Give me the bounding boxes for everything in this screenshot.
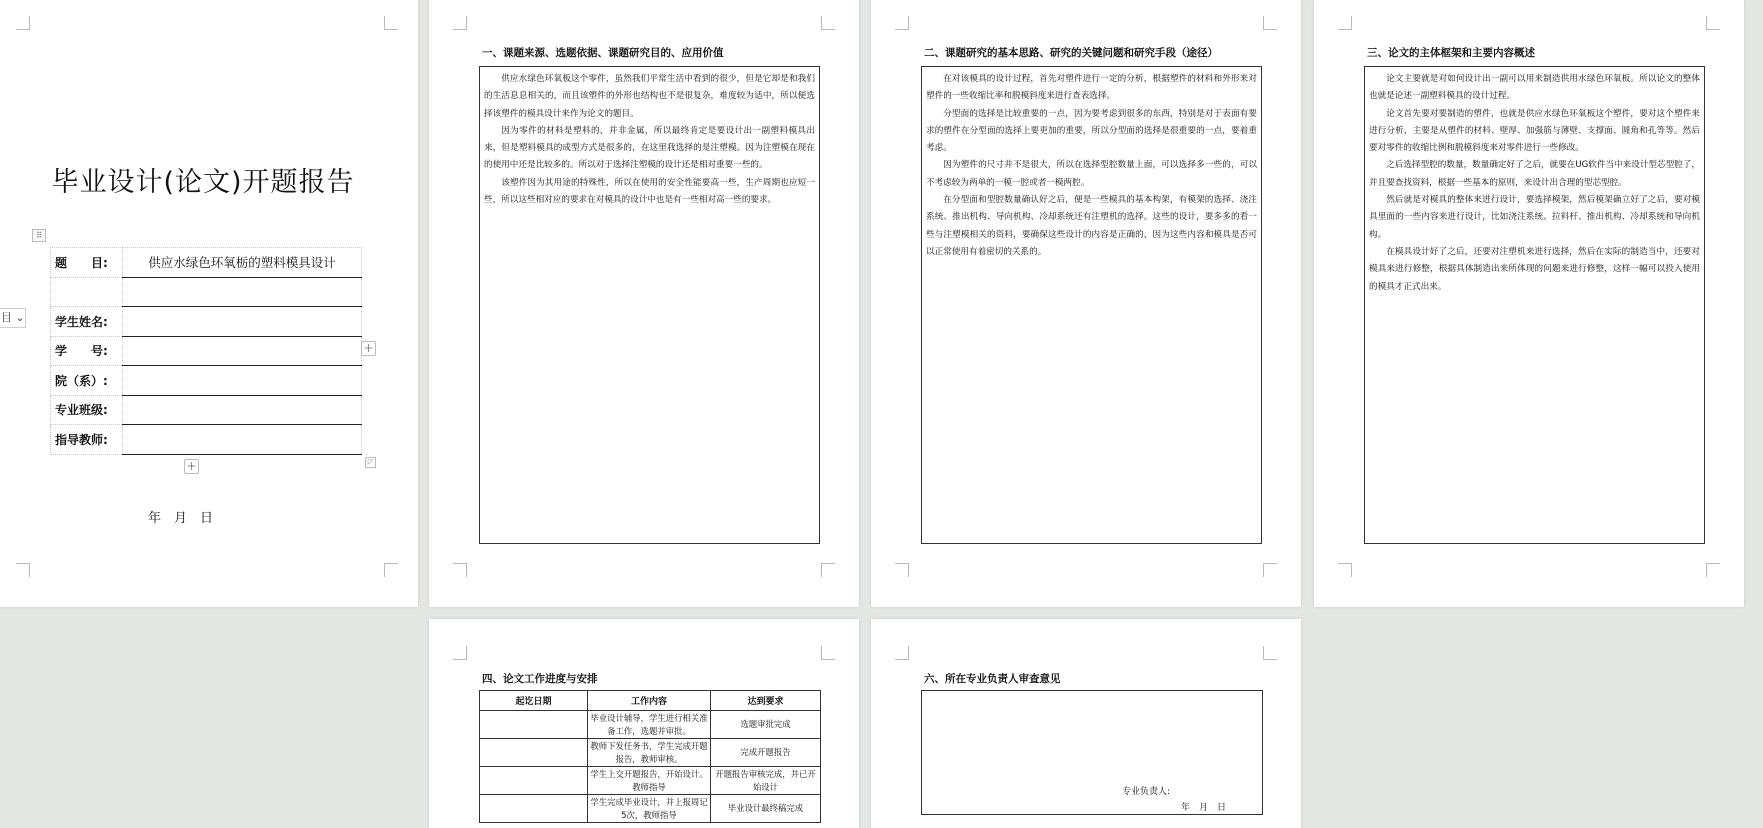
table-row xyxy=(51,395,362,425)
field-value-department[interactable] xyxy=(123,366,362,396)
page-section-3 xyxy=(1314,0,1744,607)
crop-mark xyxy=(1263,646,1277,660)
table-row xyxy=(51,307,362,337)
cell-requirement[interactable]: 毕业设计最终稿完成 xyxy=(711,795,821,823)
paragraph: 在分型面和型腔数量确认好之后，便是一些模具的基本构架，有模架的选择、浇注系统、推出机构、导向机构、冷却系统还有注塑机的选择。这些的设计，要多多的看一些与注塑模相关的资料，要确保这些设计的内容是正确的，因为这些内容和模具是否可以正常使用有着密切的关系的。 xyxy=(926,195,1257,257)
page-section-6 xyxy=(871,619,1301,828)
field-label-advisor: 指导教师: xyxy=(51,425,123,455)
add-row-plus-icon[interactable]: + xyxy=(184,459,199,474)
page-section-4 xyxy=(429,619,859,828)
table-header-row xyxy=(480,691,821,711)
cell-requirement[interactable]: 选题审批完成 xyxy=(711,711,821,739)
section-6-title: 六、所在专业负责人审查意见 xyxy=(924,673,1061,685)
review-date: 年 月 日 xyxy=(1181,803,1227,813)
field-label-topic: 题 目: xyxy=(51,248,123,278)
crop-mark xyxy=(895,646,909,660)
crop-mark xyxy=(1338,16,1352,30)
table-row xyxy=(480,739,821,767)
crop-mark xyxy=(821,563,835,577)
cell-work[interactable]: 教师下发任务书，学生完成开题报告，教师审核。 xyxy=(588,739,711,767)
paragraph: 因为塑件的尺寸并不是很大，所以在选择型腔数量上面，可以选择多一些的，可以不考虑较为两单的一模一腔或者一模两腔。 xyxy=(926,160,1257,188)
review-opinion-box[interactable] xyxy=(921,690,1263,815)
cell-work[interactable]: 学生完成毕业设计，并上报周记5次，教师指导 xyxy=(588,795,711,823)
crop-mark xyxy=(1706,563,1720,577)
crop-mark xyxy=(16,16,30,30)
field-value-student-name[interactable] xyxy=(123,307,362,337)
cover-title: 毕业设计(论文)开题报告 xyxy=(51,167,355,198)
paragraph: 在对该模具的设计过程，首先对塑件进行一定的分析，根据塑件的材料和外形来对塑件的一些收缩比率和脱模斜度来进行查表选择。 xyxy=(926,74,1257,102)
field-label-department: 院（系）: xyxy=(51,366,123,396)
crop-mark xyxy=(384,563,398,577)
paragraph: 分型面的选择是比较重要的一点，因为要考虑到很多的东西，特别是对于表面有要求的塑件在分型面的选择上要更加的重要，所以分型面的选择是很重要的一点，要着重考虑。 xyxy=(926,108,1257,154)
paragraph: 在模具设计好了之后，还要对注塑机来进行选择，然后在实际的制造当中，还要对模具来进行修整，根据具体制造出来所体现的问题来进行修整，这样一幅可以投入使用的模具才正式出来。 xyxy=(1369,246,1700,292)
crop-mark xyxy=(821,16,835,30)
crop-mark xyxy=(895,563,909,577)
crop-mark xyxy=(384,16,398,30)
add-column-plus-icon[interactable]: + xyxy=(361,341,376,356)
table-row xyxy=(480,795,821,823)
section-4-title: 四、论文工作进度与安排 xyxy=(482,673,598,685)
table-row xyxy=(51,277,362,307)
paragraph: 论文主要就是对如何设计出一副可以用来制造供用水绿色环氧板。所以论文的整体也就是论述一副塑料模具的设计过程。 xyxy=(1369,74,1700,102)
crop-mark xyxy=(1706,16,1720,30)
field-value-student-id[interactable] xyxy=(123,336,362,366)
field-label-student-name: 学生姓名: xyxy=(51,307,123,337)
header-date: 起讫日期 xyxy=(480,691,588,711)
crop-mark xyxy=(895,16,909,30)
crop-mark xyxy=(821,646,835,660)
field-label-blank xyxy=(51,277,123,307)
table-resize-handle-icon[interactable]: ◸ xyxy=(365,457,376,468)
table-row xyxy=(480,711,821,739)
field-label-student-id: 学 号: xyxy=(51,336,123,366)
table-move-handle-icon[interactable]: ⠿ xyxy=(32,229,46,242)
field-value-class[interactable] xyxy=(123,395,362,425)
table-row xyxy=(480,767,821,795)
header-work: 工作内容 xyxy=(588,691,711,711)
cell-requirement[interactable]: 完成开题报告 xyxy=(711,739,821,767)
cell-date[interactable] xyxy=(480,739,588,767)
crop-mark xyxy=(1263,563,1277,577)
page-section-1 xyxy=(429,0,859,607)
signer-label: 专业负责人: xyxy=(1122,787,1171,797)
floating-dropdown-button[interactable]: 目 ⌄ xyxy=(0,308,26,328)
cell-date[interactable] xyxy=(480,795,588,823)
cover-date: 年 月 日 xyxy=(148,511,214,526)
paragraph: 之后选择型腔的数量，数量确定好了之后，就要在UG软件当中来设计型芯型腔了，并且要查找资料，根据一些基本的原则，来设计出合理的型芯型腔。 xyxy=(1369,160,1700,188)
cell-date[interactable] xyxy=(480,767,588,795)
field-label-class: 专业班级: xyxy=(51,395,123,425)
cover-page xyxy=(0,0,418,607)
cell-date[interactable] xyxy=(480,711,588,739)
section-1-body[interactable] xyxy=(479,66,820,544)
crop-mark xyxy=(1263,16,1277,30)
section-3-body[interactable] xyxy=(1364,66,1705,544)
section-2-body[interactable] xyxy=(921,66,1262,544)
page-section-2 xyxy=(871,0,1301,607)
table-row xyxy=(51,336,362,366)
field-value-advisor[interactable] xyxy=(123,425,362,455)
paragraph: 该塑件因为其用途的特殊性，所以在使用的安全性能要高一些，生产周期也应短一些，所以这些相对应的要求在对模具的设计中也是有一些相对高一些的要求。 xyxy=(484,177,815,206)
cell-requirement[interactable]: 开题报告审核完成，并已开始设计 xyxy=(711,767,821,795)
crop-mark xyxy=(453,16,467,30)
crop-mark xyxy=(453,646,467,660)
table-row xyxy=(51,425,362,455)
crop-mark xyxy=(1338,563,1352,577)
paragraph: 供应水绿色环氧板这个零件，虽然我们平常生活中看到的很少，但是它却是和我们的生活息息相关的，而且该塑件的外形也结构也不是很复杂，难度较为适中，所以便选择该塑件的模具设计来作为论文的题目。 xyxy=(484,74,815,119)
field-value-topic[interactable]: 供应水绿色环氧栃的塑料模具设计 xyxy=(123,248,362,278)
cover-info-table xyxy=(50,247,362,455)
cell-work[interactable]: 毕业设计辅导，学生进行相关准备工作，选题并审批。 xyxy=(588,711,711,739)
table-row xyxy=(51,366,362,396)
section-1-title: 一、课题来源、选题依据、课题研究目的、应用价值 xyxy=(482,47,724,59)
section-2-title: 二、课题研究的基本思路、研究的关键问题和研究手段（途径） xyxy=(924,47,1218,59)
section-3-title: 三、论文的主体框架和主要内容概述 xyxy=(1367,47,1535,59)
crop-mark xyxy=(16,563,30,577)
table-row xyxy=(51,248,362,278)
paragraph: 然后就是对模具的整体来进行设计，要选择模架，然后模架确立好了之后，要对模具里面的一些内容来进行设计，比如浇注系统、拉料杆、推出机构、冷却系统和导向机构。 xyxy=(1369,195,1700,240)
header-requirement: 达到要求 xyxy=(711,691,821,711)
field-value-blank[interactable] xyxy=(123,277,362,307)
paragraph: 论文首先要对要制造的塑件，也就是供应水绿色环氧板这个塑件，要对这个塑件来进行分析，主要是从塑件的材料、壁厚、加强筋与薄壁、支撑面、圆角和孔等等。然后要对零件的收缩比例和脱模斜度来对零件进行一些修改。 xyxy=(1369,108,1700,154)
cell-work[interactable]: 学生上交开题报告，开始设计。教师指导 xyxy=(588,767,711,795)
paragraph: 因为零件的材料是塑料的，并非金属，所以最终肯定是要设计出一副塑料模具出来，但是塑料模具的成型方式是很多的，在这里我选择的是注塑模。因为注塑模在现在的使用中还是比较多的。所以对于选择注塑模的设计还是相对重要一些的。 xyxy=(484,125,815,171)
schedule-table xyxy=(479,690,821,823)
crop-mark xyxy=(453,563,467,577)
